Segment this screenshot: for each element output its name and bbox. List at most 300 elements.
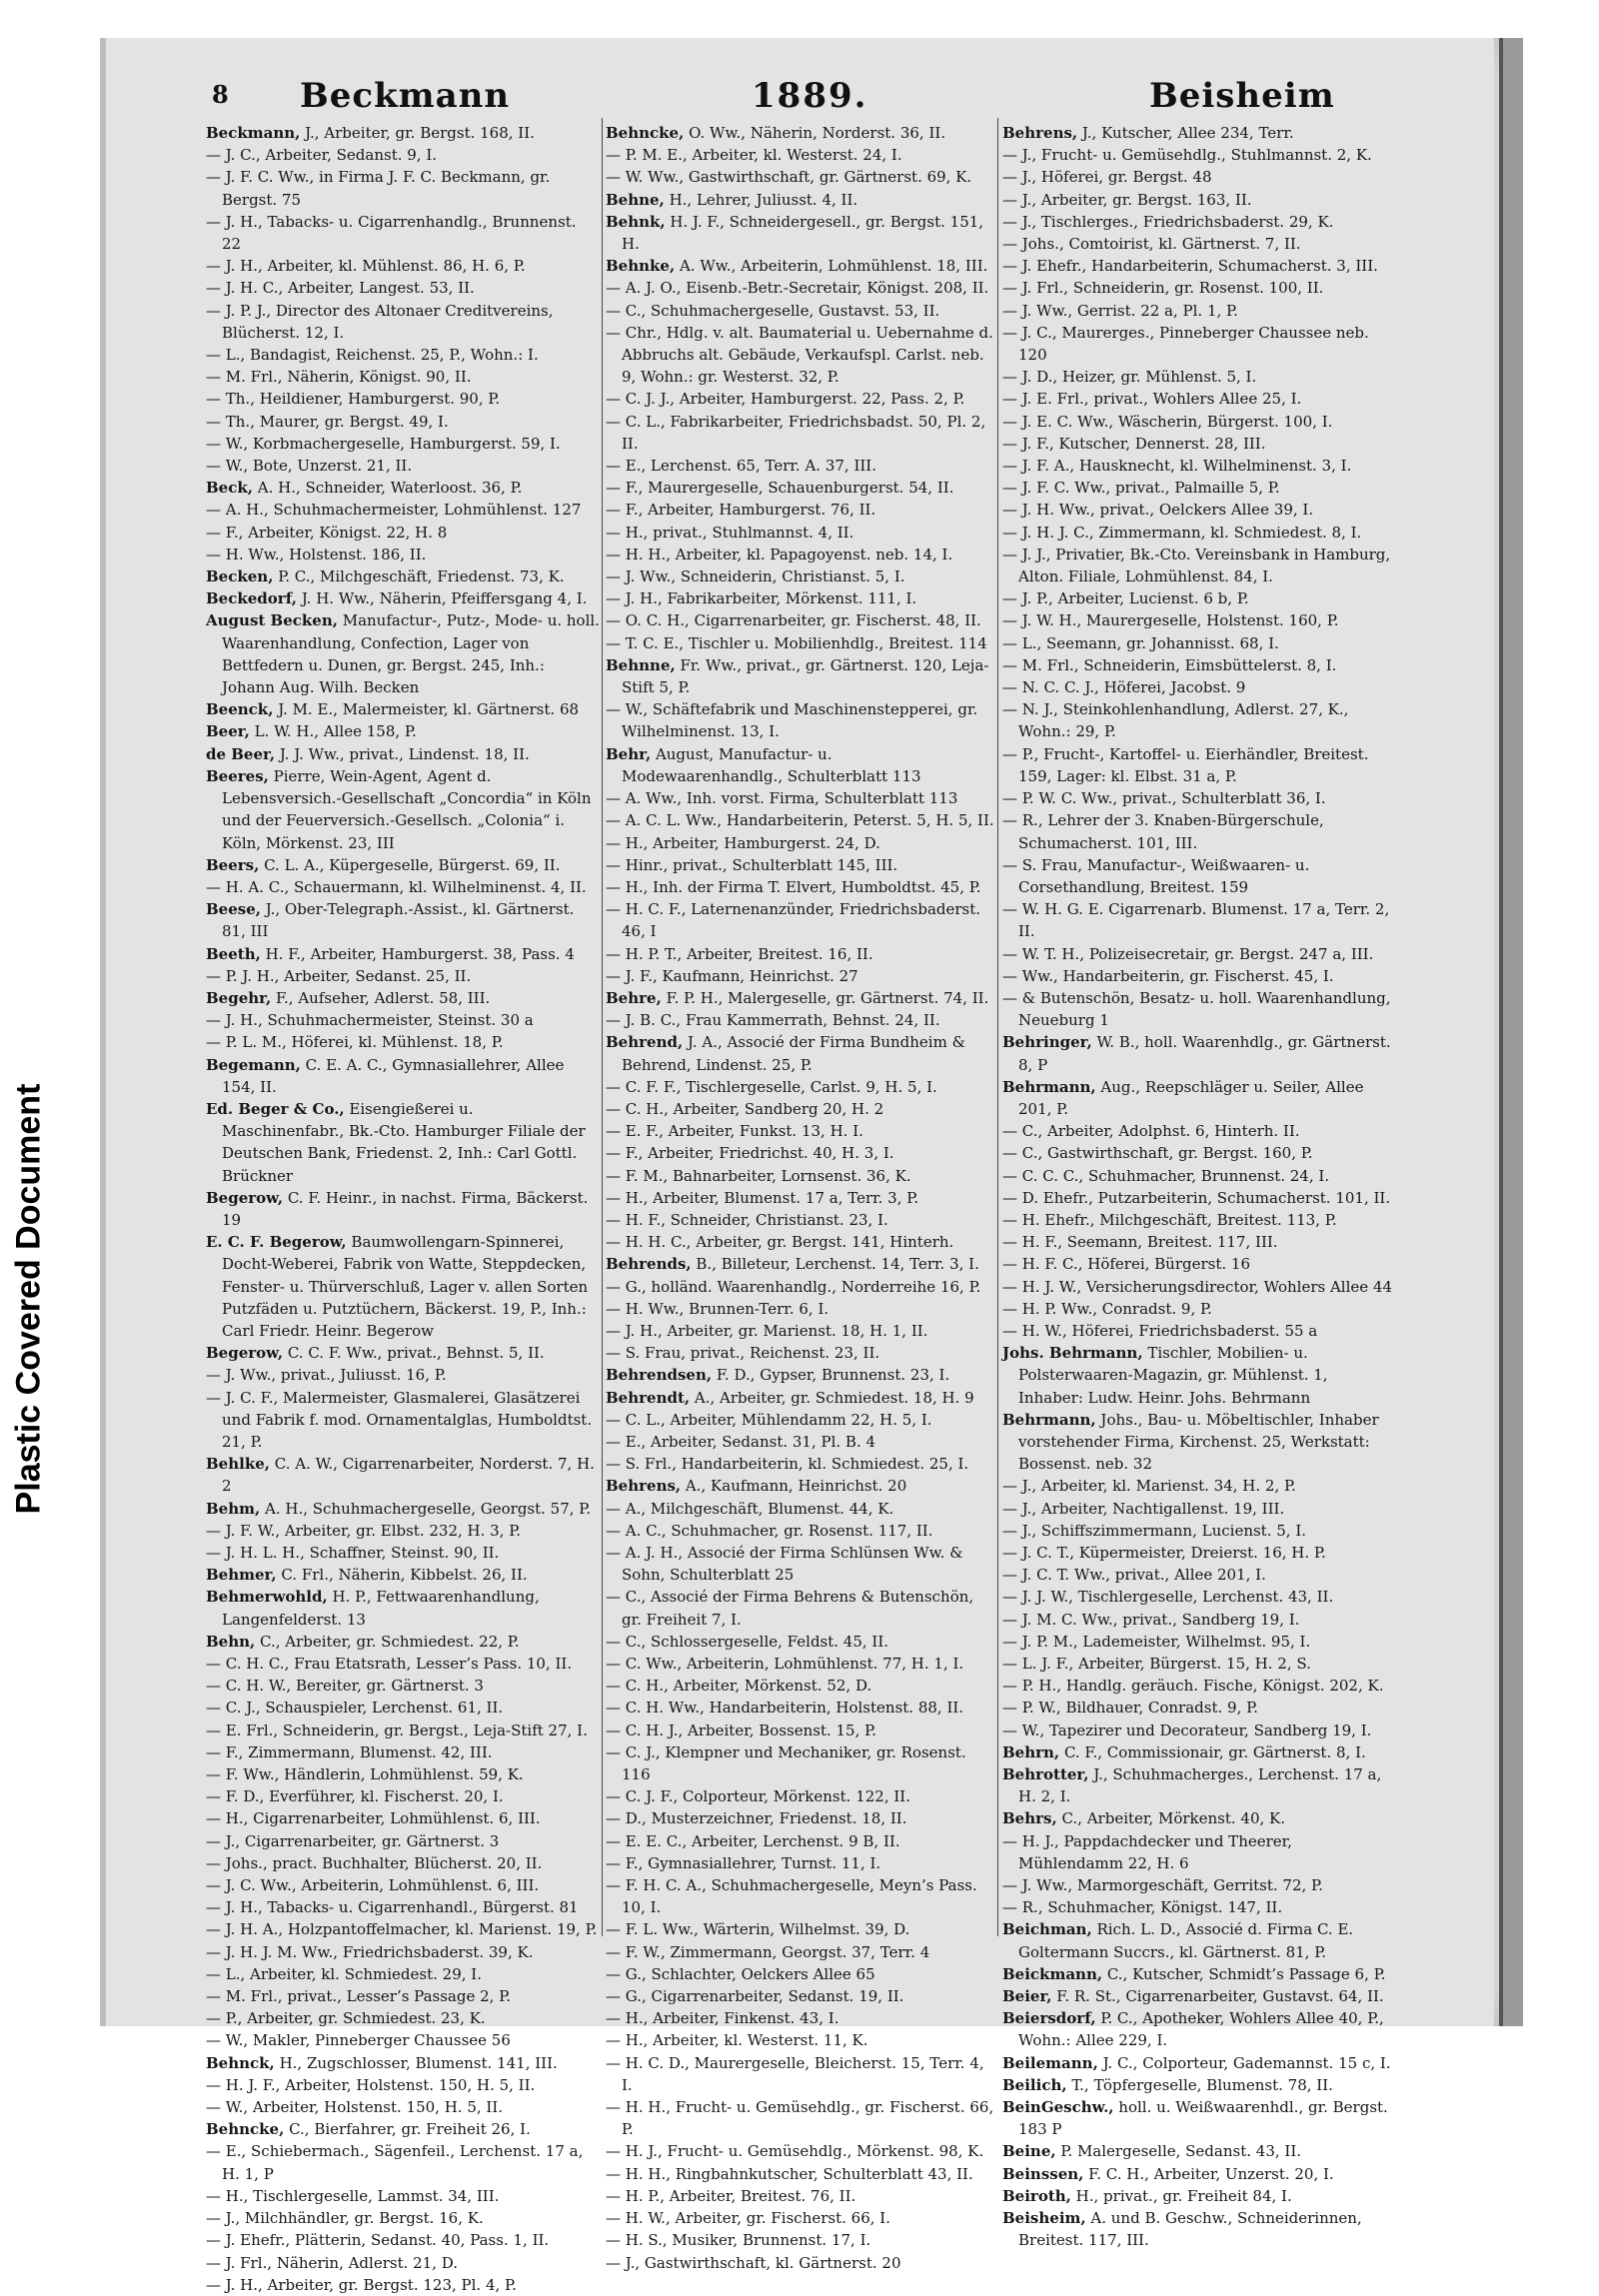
directory-entry	[206, 2229, 600, 2251]
entry-details: — J. H. Ww., privat., Oelckers Allee 39, I.	[1002, 501, 1314, 520]
directory-entry	[206, 987, 600, 1009]
directory-entry	[1002, 166, 1392, 188]
directory-entry	[206, 1054, 600, 1098]
entry-details: C., Bierfahrer, gr. Freiheit 26, I.	[284, 2120, 531, 2139]
directory-entry	[206, 1342, 600, 1364]
directory-entry	[1002, 1276, 1392, 1298]
directory-entry	[1002, 233, 1392, 255]
entry-details: — J. D., Heizer, gr. Mühlenst. 5, I.	[1002, 368, 1257, 387]
directory-entry	[206, 1697, 600, 1719]
entry-details: J. J. Ww., privat., Lindenst. 18, II.	[275, 744, 530, 763]
directory-entry	[206, 1653, 600, 1675]
directory-entry	[1002, 1586, 1392, 1608]
entry-surname: Behne,	[606, 190, 665, 209]
directory-entry	[606, 1475, 995, 1497]
directory-entry	[206, 344, 600, 366]
entry-details: — J. W. H., Maurergeselle, Holstenst. 160, P.	[1002, 611, 1339, 630]
entry-details: — J. B. C., Frau Kammerrath, Behnst. 24, II.	[606, 1011, 940, 1030]
entry-details: — H. P. T., Arbeiter, Breitest. 16, II.	[606, 944, 873, 963]
directory-entry	[606, 1697, 995, 1719]
entry-details: — Chr., Hdlg. v. alt. Baumaterial u. Uebernahme d. Abbruchs alt. Gebäude, Verkaufspl. Carlst. neb. 9, Wohn.: gr. Westerst. 32, P.	[606, 323, 993, 387]
directory-entry	[606, 2229, 995, 2251]
directory-entry	[1002, 211, 1392, 233]
entry-surname: Begerow,	[206, 1188, 284, 1207]
entry-details: L. W. H., Allee 158, P.	[249, 722, 417, 741]
entry-details: — P., Arbeiter, gr. Schmiedest. 23, K.	[206, 2009, 486, 2028]
entry-details: — M. Frl., Schneiderin, Eimsbüttelerst. 8, I.	[1002, 655, 1337, 674]
page-number: 8	[212, 80, 229, 109]
entry-details: A., Kaufmann, Heinrichst. 20	[681, 1477, 907, 1496]
directory-entry	[206, 1785, 600, 1807]
directory-entry	[606, 1120, 995, 1142]
entry-details: J., Ober-Telegraph.-Assist., kl. Gärtnerst. 81, III	[222, 900, 575, 941]
entry-details: — J. H. C., Arbeiter, Langest. 53, II.	[206, 279, 475, 298]
entry-surname: Beilemann,	[1002, 2053, 1098, 2072]
directory-entry	[1002, 1631, 1392, 1653]
header-year: 1889.	[752, 76, 868, 116]
entry-details: T., Töpfergeselle, Blumenst. 78, II.	[1066, 2075, 1333, 2094]
entry-details: P. C., Milchgeschäft, Friedenst. 73, K.	[273, 568, 565, 586]
entry-details: C. A. W., Cigarrenarbeiter, Norderst. 7, H. 2	[222, 1455, 595, 1496]
entry-details: C., Arbeiter, Mörkenst. 40, K.	[1056, 1809, 1286, 1828]
directory-entry	[1002, 255, 1392, 277]
entry-surname: Behn,	[206, 1632, 256, 1651]
directory-entry	[606, 544, 995, 566]
entry-details: — C., Gastwirthschaft, gr. Bergst. 160, P.	[1002, 1144, 1313, 1163]
entry-details: J., Kutscher, Allee 234, Terr.	[1077, 124, 1294, 142]
directory-entry	[206, 2118, 600, 2140]
directory-entry	[1002, 1542, 1392, 1564]
entry-details: — J. H., Schuhmachermeister, Steinst. 30 a	[206, 1011, 534, 1030]
entry-details: — C., Schuhmachergeselle, Gustavst. 53, II.	[606, 301, 940, 320]
entry-surname: Behmer,	[206, 1566, 277, 1585]
entry-details: holl. u. Weißwaarenhdl., gr. Bergst. 183 P	[1018, 2098, 1388, 2139]
directory-entry	[1002, 1985, 1392, 2007]
directory-column-1	[206, 122, 600, 2294]
entry-details: O. Ww., Näherin, Norderst. 36, II.	[684, 124, 946, 142]
directory-entry	[606, 166, 995, 188]
directory-entry	[606, 1963, 995, 1985]
entry-details: — P., Frucht-, Kartoffel- u. Eierhändler, Breitest. 159, Lager: kl. Elbst. 31 a, P.	[1002, 744, 1369, 785]
directory-entry	[606, 522, 995, 544]
directory-entry	[1002, 2185, 1392, 2207]
entry-details: — A. J. H., Associé der Firma Schlünsen Ww. & Sohn, Schulterblatt 25	[606, 1544, 963, 1585]
directory-entry	[1002, 632, 1392, 654]
entry-details: — E., Schiebermach., Sägenfeil., Lerchenst. 17 a, H. 1, P	[206, 2142, 584, 2183]
entry-details: — W. H. G. E. Cigarrenarb. Blumenst. 17 a, Terr. 2, II.	[1002, 900, 1390, 941]
entry-details: A., Arbeiter, gr. Schmiedest. 18, H. 9	[690, 1388, 974, 1407]
entry-details: — F., Gymnasiallehrer, Turnst. 11, I.	[606, 1853, 881, 1872]
directory-entry	[606, 1918, 995, 1940]
entry-details: — J. F., Kaufmann, Heinrichst. 27	[606, 966, 858, 985]
entry-details: F., Aufseher, Adlerst. 58, III.	[271, 988, 491, 1007]
entry-details: — H. J., Pappdachdecker und Theerer, Mühlendamm 22, H. 6	[1002, 1831, 1292, 1872]
entry-surname: Ed. Beger & Co.,	[206, 1099, 345, 1118]
entry-details: J., Schuhmacherges., Lerchenst. 17 a, H. 2, I.	[1018, 1765, 1382, 1806]
directory-entry	[1002, 1409, 1392, 1476]
directory-entry	[606, 1320, 995, 1342]
directory-entry	[606, 1076, 995, 1098]
directory-entry	[1002, 322, 1392, 366]
directory-entry	[606, 1586, 995, 1630]
entry-details: C., Kutscher, Schmidt’s Passage 6, P.	[1102, 1964, 1386, 1983]
directory-entry	[606, 122, 995, 144]
entry-details: — H. P., Arbeiter, Breitest. 76, II.	[606, 2186, 856, 2205]
entry-details: — H. F. C., Höferei, Bürgerst. 16	[1002, 1255, 1251, 1274]
entry-details: F. C. H., Arbeiter, Unzerst. 20, I.	[1083, 2164, 1334, 2183]
directory-entry	[206, 1009, 600, 1031]
entry-details: J., Arbeiter, gr. Bergst. 168, II.	[300, 124, 535, 142]
entry-details: Pierre, Wein-Agent, Agent d. Lebensversich.-Gesellschaft „Concordia“ in Köln und der Feuerversich.-Gesellsch. „Colonia“ i. Köln, Mörkenst. 23, III	[222, 766, 592, 852]
directory-entry	[1002, 854, 1392, 898]
entry-details: — J. C., Maurerges., Pinneberger Chaussee neb. 120	[1002, 323, 1369, 365]
entry-details: — E., Arbeiter, Sedanst. 31, Pl. B. 4	[606, 1432, 876, 1451]
entry-details: H. F., Arbeiter, Hamburgerst. 38, Pass. 4	[260, 944, 575, 963]
entry-details: — H. J. W., Versicherungsdirector, Wohlers Allee 44	[1002, 1277, 1392, 1296]
directory-entry	[1002, 1165, 1392, 1187]
entry-details: — W. Ww., Gastwirthschaft, gr. Gärtnerst. 69, K.	[606, 168, 972, 187]
entry-details: F. R. St., Cigarrenarbeiter, Gustavst. 64, II.	[1051, 1987, 1384, 2006]
directory-entry	[606, 499, 995, 521]
entry-details: — C., Arbeiter, Adolphst. 6, Hinterh. II.	[1002, 1122, 1300, 1141]
directory-entry	[1002, 1741, 1392, 1763]
entry-details: — F. M., Bahnarbeiter, Lornsenst. 36, K.	[606, 1166, 911, 1185]
entry-details: — H. C. D., Maurergeselle, Bleicherst. 15, Terr. 4, I.	[606, 2053, 984, 2094]
directory-page	[100, 38, 1494, 2294]
directory-entry	[1002, 654, 1392, 676]
directory-entry	[606, 2029, 995, 2051]
entry-details: — J. H. A., Holzpantoffelmacher, kl. Marienst. 19, P.	[206, 1920, 598, 1939]
directory-entry	[606, 698, 995, 742]
entry-details: — Ww., Handarbeiterin, gr. Fischerst. 45, I.	[1002, 966, 1334, 985]
entry-surname: Behnne,	[606, 655, 676, 674]
entry-details: — C. H. J., Arbeiter, Bossenst. 15, P.	[606, 1721, 876, 1739]
directory-entry	[1002, 277, 1392, 299]
entry-surname: Behnck,	[206, 2053, 275, 2072]
entry-details: — H., Arbeiter, kl. Westerst. 11, K.	[606, 2031, 868, 2050]
directory-entry	[1002, 698, 1392, 742]
directory-entry	[606, 832, 995, 854]
entry-details: — G., Schlachter, Oelckers Allee 65	[606, 1964, 875, 1983]
entry-surname: Beine,	[1002, 2142, 1056, 2161]
entry-details: — F. W., Zimmermann, Georgst. 37, Terr. 4	[606, 1942, 930, 1961]
directory-entry	[606, 1209, 995, 1231]
entry-details: — H. H. C., Arbeiter, gr. Bergst. 141, Hinterh.	[606, 1233, 954, 1252]
directory-entry	[206, 720, 600, 742]
entry-details: — J. F., Kutscher, Dennerst. 28, III.	[1002, 434, 1266, 453]
entry-details: H. J. F., Schneidergesell., gr. Bergst. 151, H.	[622, 212, 984, 254]
directory-entry	[206, 2274, 600, 2296]
entry-details: — H. Ww., Holstenst. 186, II.	[206, 545, 427, 564]
entry-details: — C. L., Arbeiter, Mühlendamm 22, H. 5, I.	[606, 1410, 932, 1429]
entry-details: — E., Lerchenst. 65, Terr. A. 37, III.	[606, 457, 876, 476]
directory-entry	[1002, 2207, 1392, 2251]
entry-details: J. H. Ww., Näherin, Pfeiffersgang 4, I.	[297, 589, 588, 608]
directory-entry	[206, 122, 600, 144]
entry-details: — C. H. W., Bereiter, gr. Gärtnerst. 3	[206, 1677, 484, 1696]
entry-details: — S. Frau, Manufactur-, Weißwaaren- u. Corsethandlung, Breitest. 159	[1002, 855, 1310, 896]
directory-entry	[606, 1874, 995, 1918]
entry-details: — C. H. Ww., Handarbeiterin, Holstenst. 88, II.	[606, 1699, 964, 1718]
directory-entry	[606, 1187, 995, 1209]
directory-entry	[606, 1520, 995, 1542]
directory-entry	[1002, 1253, 1392, 1275]
directory-entry	[606, 455, 995, 477]
directory-entry	[1002, 1231, 1392, 1253]
scanned-page	[100, 38, 1519, 2294]
entry-details: J. A., Associé der Firma Bundheim & Behrend, Lindenst. 25, P.	[622, 1033, 965, 1074]
entry-details: Eisengießerei u. Maschinenfabr., Bk.-Cto. Hamburger Filiale der Deutschen Bank, Friedenst. 2, Inh.: Carl Gottl. Brückner	[222, 1099, 586, 1185]
entry-details: — C. H. C., Frau Etatsrath, Lesser’s Pass. 10, II.	[206, 1655, 573, 1674]
entry-details: — S. Frau, privat., Reichenst. 23, II.	[606, 1344, 880, 1363]
directory-entry	[1002, 1520, 1392, 1542]
entry-details: — J. F. A., Hausknecht, kl. Wilhelminenst. 3, I.	[1002, 457, 1352, 476]
entry-details: — Hinr., privat., Schulterblatt 145, III.	[606, 855, 898, 874]
directory-entry	[206, 943, 600, 965]
directory-entry	[606, 1807, 995, 1829]
entry-details: — J., Schiffszimmermann, Lucienst. 5, I.	[1002, 1521, 1307, 1540]
directory-entry	[606, 1364, 995, 1386]
directory-entry	[606, 1720, 995, 1741]
entry-surname: Behringer,	[1002, 1033, 1092, 1052]
directory-entry	[206, 1807, 600, 1829]
directory-entry	[606, 2252, 995, 2274]
directory-entry	[206, 587, 600, 609]
directory-entry	[1002, 2007, 1392, 2051]
entry-surname: Behrend,	[606, 1033, 684, 1052]
entry-surname: Beck,	[206, 479, 253, 498]
entry-details: — C. H., Arbeiter, Sandberg 20, H. 2	[606, 1099, 884, 1118]
directory-entry	[606, 2052, 995, 2096]
entry-details: — A. J. O., Eisenb.-Betr.-Secretair, Königst. 208, II.	[606, 279, 989, 298]
entry-details: — C., Associé der Firma Behrens & Butenschön, gr. Freiheit 7, I.	[606, 1588, 974, 1629]
directory-entry	[206, 1564, 600, 1586]
entry-details: — J. H. J. M. Ww., Friedrichsbaderst. 39, K.	[206, 1942, 534, 1961]
entry-surname: Beenck,	[206, 700, 274, 719]
entry-details: — J. C. T., Küpermeister, Dreierst. 16, H. P.	[1002, 1544, 1326, 1562]
directory-entry	[1002, 522, 1392, 544]
entry-details: — N. J., Steinkohlenhandlung, Adlerst. 27, K., Wohn.: 29, P.	[1002, 700, 1349, 741]
entry-details: — C. J., Klempner und Mechaniker, gr. Rosenst. 116	[606, 1742, 966, 1784]
entry-surname: Beier,	[1002, 1987, 1052, 2006]
entry-details: — J., Arbeiter, gr. Bergst. 163, II.	[1002, 190, 1252, 209]
entry-details: — P. M. E., Arbeiter, kl. Westerst. 24, I.	[606, 146, 902, 165]
entry-details: — H., Arbeiter, Blumenst. 17 a, Terr. 3, P.	[606, 1188, 919, 1207]
entry-details: H. P., Fettwaarenhandlung, Langenfelderst. 13	[222, 1588, 540, 1629]
directory-entry	[1002, 787, 1392, 809]
directory-entry	[606, 1852, 995, 1874]
directory-entry	[606, 854, 995, 876]
entry-details: — P. W. C. Ww., privat., Schulterblatt 36, I.	[1002, 789, 1326, 808]
entry-details: — J. H. L. H., Schaffner, Steinst. 90, II.	[206, 1544, 500, 1562]
directory-entry	[206, 1031, 600, 1053]
directory-entry	[206, 166, 600, 210]
entry-details: — J., Arbeiter, Nachtigallenst. 19, III.	[1002, 1499, 1285, 1518]
entry-details: August, Manufactur- u. Modewaarenhandlg., Schulterblatt 113	[622, 744, 921, 785]
directory-entry	[206, 609, 600, 698]
directory-entry	[606, 1165, 995, 1187]
directory-entry	[606, 787, 995, 809]
directory-entry	[206, 743, 600, 765]
directory-entry	[1002, 1720, 1392, 1741]
directory-entry	[1002, 1653, 1392, 1675]
entry-details: Baumwollengarn-Spinnerei, Docht-Weberei, Fabrik von Watte, Steppdecken, Fenster- u. Thürverschluß, Lager v. allen Sorten Putzfäden u. Putztüchern, Bäckerst. 19, P., Inh.: Carl Friedr. Heinr. Begerow	[222, 1233, 589, 1340]
entry-details: P. C., Apotheker, Wohlers Allee 40, P., Wohn.: Allee 229, I.	[1018, 2009, 1384, 2050]
directory-entry	[606, 654, 995, 698]
directory-entry	[606, 876, 995, 898]
directory-entry	[606, 1785, 995, 1807]
directory-entry	[206, 854, 600, 876]
directory-entry	[206, 522, 600, 544]
directory-entry	[206, 1874, 600, 1896]
entry-details: — P. L. M., Höferei, kl. Mühlenst. 18, P.	[206, 1033, 504, 1052]
entry-surname: Beese,	[206, 900, 261, 919]
directory-entry	[206, 1453, 600, 1497]
entry-details: — C. L., Fabrikarbeiter, Friedrichsbadst. 50, Pl. 2, II.	[606, 412, 986, 453]
directory-entry	[206, 1985, 600, 2007]
directory-entry	[206, 455, 600, 477]
entry-details: — F., Zimmermann, Blumenst. 42, III.	[206, 1742, 493, 1761]
directory-entry	[606, 1298, 995, 1320]
entry-details: — F., Arbeiter, Hamburgerst. 76, II.	[606, 501, 876, 520]
directory-entry	[1002, 1763, 1392, 1807]
directory-entry	[1002, 189, 1392, 211]
directory-entry	[606, 943, 995, 965]
directory-entry	[206, 1963, 600, 1985]
directory-entry	[1002, 144, 1392, 166]
entry-details: C., Arbeiter, gr. Schmiedest. 22, P.	[255, 1632, 520, 1651]
entry-details: — O. C. H., Cigarrenarbeiter, gr. Fischerst. 48, II.	[606, 611, 981, 630]
entry-details: — H., Cigarrenarbeiter, Lohmühlenst. 6, III.	[206, 1809, 541, 1828]
entry-details: — C. J. F., Colporteur, Mörkenst. 122, II.	[606, 1787, 910, 1806]
directory-entry	[606, 1276, 995, 1298]
directory-entry	[206, 411, 600, 433]
entry-surname: Behr,	[606, 744, 652, 763]
directory-entry	[206, 2252, 600, 2274]
directory-entry	[606, 2185, 995, 2207]
directory-entry	[606, 2207, 995, 2229]
directory-entry	[606, 609, 995, 631]
entry-surname: Begerow,	[206, 1344, 284, 1363]
directory-entry	[606, 1342, 995, 1364]
entry-details: A. H., Schneider, Waterloost. 36, P.	[252, 479, 523, 498]
entry-details: — J. F. C. Ww., in Firma J. F. C. Beckmann, gr. Bergst. 75	[206, 168, 551, 209]
entry-details: — H., Arbeiter, Hamburgerst. 24, D.	[606, 833, 880, 852]
directory-entry	[1002, 587, 1392, 609]
directory-entry	[606, 898, 995, 942]
entry-surname: Beckmann,	[206, 124, 301, 142]
directory-entry	[606, 1498, 995, 1520]
entry-details: — J. J., Privatier, Bk.-Cto. Vereinsbank in Hamburg, Alton. Filiale, Lohmühlenst. 84, I.	[1002, 545, 1391, 586]
directory-entry	[206, 765, 600, 854]
entry-details: — & Butenschön, Besatz- u. holl. Waarenhandlung, Neueburg 1	[1002, 988, 1391, 1030]
directory-entry	[1002, 809, 1392, 853]
directory-entry	[1002, 2163, 1392, 2185]
directory-entry	[206, 1498, 600, 1520]
directory-entry	[206, 2029, 600, 2051]
directory-entry	[1002, 1320, 1392, 1342]
entry-surname: Beer,	[206, 722, 250, 741]
directory-entry	[606, 1653, 995, 1675]
entry-surname: Behlke,	[206, 1455, 270, 1474]
directory-entry	[606, 2096, 995, 2140]
directory-entry	[1002, 122, 1392, 144]
directory-entry	[1002, 300, 1392, 322]
entry-details: — H. H., Ringbahnkutscher, Schulterblatt 43, II.	[606, 2164, 973, 2183]
entry-details: C. L. A., Küpergeselle, Bürgerst. 69, II.	[259, 855, 561, 874]
entry-details: — J. Ehefr., Handarbeiterin, Schumacherst. 3, III.	[1002, 257, 1378, 276]
entry-surname: E. C. F. Begerow,	[206, 1233, 347, 1252]
plastic-covered-label	[8, 1039, 50, 1559]
directory-entry	[606, 189, 995, 211]
directory-entry	[606, 2007, 995, 2029]
entry-details: — N. C. C. J., Höferei, Jacobst. 9	[1002, 678, 1246, 697]
entry-details: — Johs., pract. Buchhalter, Blücherst. 20, II.	[206, 1853, 543, 1872]
directory-entry	[206, 1542, 600, 1564]
entry-details: — J., Arbeiter, kl. Marienst. 34, H. 2, P.	[1002, 1477, 1296, 1496]
directory-entry	[206, 433, 600, 455]
entry-details: P. Malergeselle, Sedanst. 43, II.	[1055, 2142, 1302, 2161]
entry-surname: Behnke,	[606, 257, 676, 276]
entry-details: — J. Ww., Gerrist. 22 a, Pl. 1, P.	[1002, 301, 1238, 320]
directory-entry	[206, 2096, 600, 2118]
entry-surname: Beisheim,	[1002, 2209, 1086, 2228]
directory-entry	[206, 2074, 600, 2096]
directory-entry	[606, 277, 995, 299]
entry-surname: de Beer,	[206, 744, 276, 763]
directory-entry	[206, 965, 600, 987]
directory-entry	[206, 2052, 600, 2074]
entry-details: — W. T. H., Polizeisecretair, gr. Bergst. 247 a, III.	[1002, 944, 1374, 963]
entry-details: A. Ww., Arbeiterin, Lohmühlenst. 18, III.	[675, 257, 988, 276]
entry-details: Rich. L. D., Associé d. Firma C. E. Goltermann Succrs., kl. Gärtnerst. 81, P.	[1018, 1920, 1354, 1961]
entry-details: Johs., Bau- u. Möbeltischler, Inhaber vorstehender Firma, Kirchenst. 25, Werkstatt: Bossenst. neb. 32	[1018, 1410, 1379, 1474]
entry-details: — E. Frl., Schneiderin, gr. Bergst., Leja-Stift 27, I.	[206, 1721, 588, 1739]
directory-entry	[1002, 2140, 1392, 2162]
entry-surname: Beeth,	[206, 944, 261, 963]
entry-details: — J. Ww., Marmorgeschäft, Gerritst. 72, P.	[1002, 1876, 1323, 1895]
directory-entry	[1002, 965, 1392, 987]
entry-details: — W., Korbmachergeselle, Hamburgerst. 59, I.	[206, 434, 561, 453]
column-divider	[997, 118, 998, 1936]
entry-details: — H. W., Arbeiter, gr. Fischerst. 66, I.	[606, 2209, 890, 2228]
entry-details: C. Frl., Näherin, Kibbelst. 26, II.	[276, 1566, 528, 1585]
entry-details: — L., Seemann, gr. Johannisst. 68, I.	[1002, 633, 1279, 652]
entry-details: — J. H., Fabrikarbeiter, Mörkenst. 111, I.	[606, 589, 917, 608]
entry-details: — J. P., Arbeiter, Lucienst. 6 b, P.	[1002, 589, 1249, 608]
entry-details: — J., Cigarrenarbeiter, gr. Gärtnerst. 3	[206, 1831, 500, 1850]
directory-entry	[206, 1896, 600, 1918]
entry-details: — F., Arbeiter, Friedrichst. 40, H. 3, I.	[606, 1144, 894, 1163]
entry-details: H., Zugschlosser, Blumenst. 141, III.	[274, 2053, 558, 2072]
entry-details: W. B., holl. Waarenhdlg., gr. Gärtnerst. 8, P	[1018, 1033, 1391, 1074]
entry-details: — J. C. T. Ww., privat., Allee 201, I.	[1002, 1566, 1266, 1585]
directory-entry	[606, 300, 995, 322]
entry-details: — C., Schlossergeselle, Feldst. 45, II.	[606, 1632, 889, 1651]
directory-entry	[206, 366, 600, 388]
directory-entry	[606, 322, 995, 389]
entry-details: — J. E. Frl., privat., Wohlers Allee 25, I.	[1002, 390, 1302, 409]
entry-details: — H. P. Ww., Conradst. 9, P.	[1002, 1299, 1212, 1318]
directory-entry	[1002, 1675, 1392, 1697]
directory-entry	[606, 211, 995, 255]
entry-details: — G., holländ. Waarenhandlg., Norderreihe 16, P.	[606, 1277, 981, 1296]
entry-details: — C. C. C., Schuhmacher, Brunnenst. 24, I.	[1002, 1166, 1330, 1185]
entry-surname: Behmerwohld,	[206, 1588, 328, 1607]
entry-details: — C. Ww., Arbeiterin, Lohmühlenst. 77, H. 1, I.	[606, 1655, 964, 1674]
entry-surname: Behnk,	[606, 212, 666, 231]
entry-details: — F. L. Ww., Wärterin, Wilhelmst. 39, D.	[606, 1920, 910, 1939]
